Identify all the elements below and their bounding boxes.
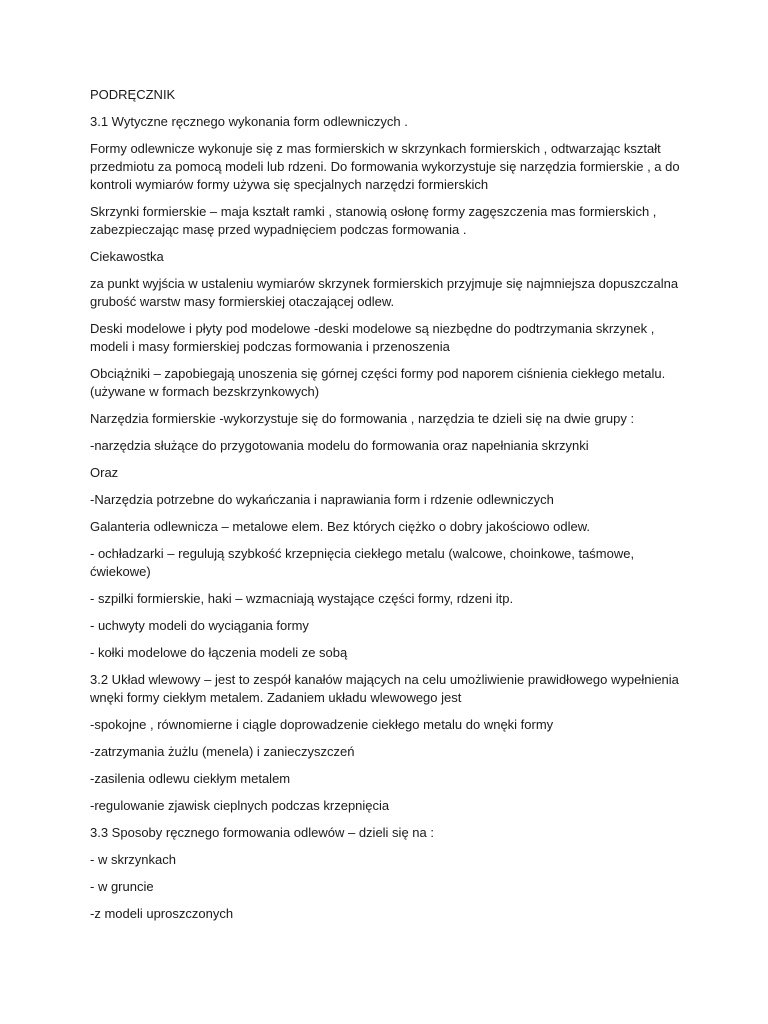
list-item: -spokojne , równomierne i ciągle doprowadzenie ciekłego metalu do wnęki formy bbox=[90, 717, 554, 732]
list-item: -Narzędzia potrzebne do wykańczania i naprawiania form i rdzenie odlewniczych bbox=[90, 492, 554, 507]
paragraph: Formy odlewnicze wykonuje się z mas formierskich w skrzynkach formierskich , odtwarzając kształt przedmiotu za pomocą modeli lub rdzeni. Do formowania wykorzystuje się narzędzia formierskie , a do kontroli wymiarów formy używa się specjalnych narzędzi formierskich bbox=[90, 141, 680, 192]
list-item: -regulowanie zjawisk cieplnych podczas krzepnięcia bbox=[90, 798, 390, 813]
section-heading-3-2: 3.2 Układ wlewowy – jest to zespół kanałów mających na celu umożliwienie prawidłowego wypełnienia wnęki formy ciekłym metalem. Zadaniem układu wlewowego jest bbox=[90, 672, 679, 705]
list-item: -zatrzymania żużlu (menela) i zanieczyszczeń bbox=[90, 744, 355, 759]
list-item: -z modeli uproszczonych bbox=[90, 906, 234, 921]
section-heading-3-1: 3.1 Wytyczne ręcznego wykonania form odlewniczych . bbox=[90, 114, 408, 129]
paragraph: Obciążniki – zapobiegają unoszenia się górnej części formy pod naporem ciśnienia ciekłego metalu. (używane w formach bezskrzynkowych) bbox=[90, 366, 666, 399]
paragraph: za punkt wyjścia w ustaleniu wymiarów skrzynek formierskich przyjmuje się najmniejsza dopuszczalna grubość warstw masy formierskiej otaczającej odlew. bbox=[90, 276, 679, 309]
paragraph: Deski modelowe i płyty pod modelowe -deski modelowe są niezbędne do podtrzymania skrzynek , modeli i masy formierskiej podczas formowania i przenoszenia bbox=[90, 321, 655, 354]
section-heading-3-3: 3.3 Sposoby ręcznego formowania odlewów – dzieli się na : bbox=[90, 825, 434, 840]
list-item: - w gruncie bbox=[90, 879, 154, 894]
paragraph: Ciekawostka bbox=[90, 249, 164, 264]
list-item: - w skrzynkach bbox=[90, 852, 176, 867]
list-item: - kołki modelowe do łączenia modeli ze sobą bbox=[90, 645, 348, 660]
list-item: -narzędzia służące do przygotowania modelu do formowania oraz napełniania skrzynki bbox=[90, 438, 589, 453]
list-item: - ochładzarki – regulują szybkość krzepnięcia ciekłego metalu (walcowe, choinkowe, taśmowe, ćwiekowe) bbox=[90, 546, 635, 579]
list-item: -zasilenia odlewu ciekłym metalem bbox=[90, 771, 291, 786]
document-title: PODRĘCZNIK bbox=[90, 87, 176, 102]
list-item: - szpilki formierskie, haki – wzmacniają wystające części formy, rdzeni itp. bbox=[90, 591, 514, 606]
paragraph: Oraz bbox=[90, 465, 119, 480]
paragraph: Galanteria odlewnicza – metalowe elem. Bez których ciężko o dobry jakościowo odlew. bbox=[90, 519, 591, 534]
paragraph: Skrzynki formierskie – maja kształt ramki , stanowią osłonę formy zagęszczenia mas formierskich , zabezpieczając masę przed wypadnięciem podczas formowania . bbox=[90, 204, 657, 237]
document-body bbox=[90, 86, 690, 932]
paragraph: Narzędzia formierskie -wykorzystuje się do formowania , narzędzia te dzieli się na dwie grupy : bbox=[90, 411, 635, 426]
list-item: - uchwyty modeli do wyciągania formy bbox=[90, 618, 309, 633]
